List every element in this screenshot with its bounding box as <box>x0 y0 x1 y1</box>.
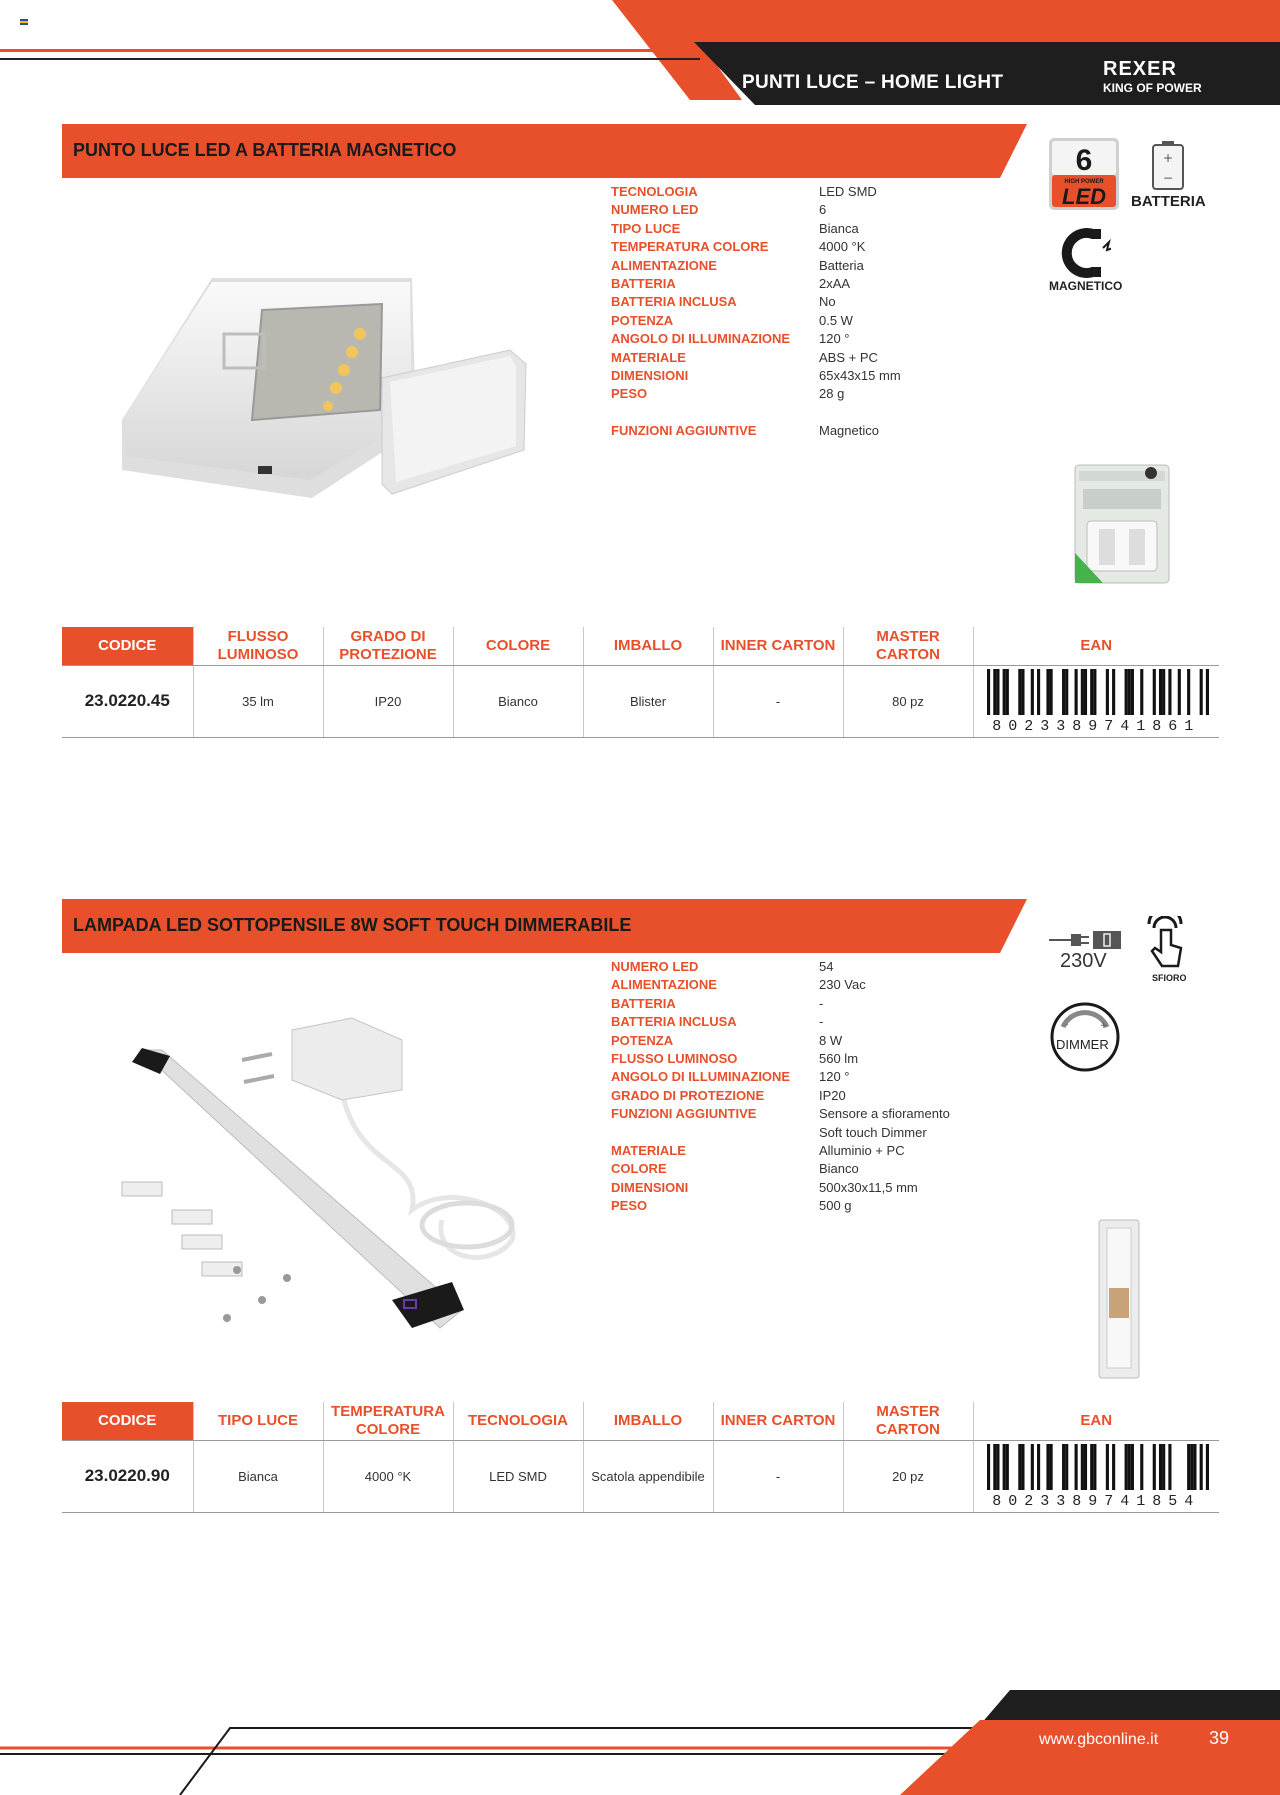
barcode-bar <box>1206 669 1209 715</box>
spec-value: LED SMD <box>819 184 877 199</box>
barcode-bar <box>1187 669 1190 715</box>
barcode-bar <box>1131 669 1134 715</box>
high-power-led-icon <box>1049 138 1119 210</box>
svg-text:-: - <box>1065 1020 1069 1030</box>
battery-icon <box>1148 140 1188 192</box>
high-power-text: HIGH POWER <box>1064 179 1104 185</box>
barcode-bar <box>1037 1444 1040 1490</box>
header-graphics <box>0 0 1280 110</box>
barcode-bar <box>1084 1444 1087 1490</box>
spec-row <box>611 330 901 348</box>
spec-value: IP20 <box>819 1087 846 1103</box>
spec-label: MATERIALE <box>611 1142 686 1158</box>
spec-label: POTENZA <box>611 1032 674 1048</box>
spec-value: 65x43x15 mm <box>819 367 901 383</box>
barcode-bar <box>1112 1444 1115 1490</box>
table-cell: Bianco <box>453 665 583 737</box>
spec-label: ALIMENTAZIONE <box>611 257 717 273</box>
spec-value: Sensore a sfioramento <box>819 1106 950 1122</box>
spec-row <box>611 958 950 976</box>
spec-row <box>611 976 950 994</box>
spec-value: Bianca <box>819 220 859 236</box>
spec-label: POTENZA <box>611 312 674 328</box>
spec-row <box>611 183 901 201</box>
col-header: IMBALLO <box>583 1402 713 1440</box>
spec-label: COLORE <box>611 1161 667 1177</box>
spec-row <box>611 201 901 219</box>
ean-number: 8023389741861 <box>992 718 1201 735</box>
barcode-bar <box>994 1444 997 1490</box>
barcode-bar <box>1090 1444 1093 1490</box>
barcode-bar <box>1125 669 1128 715</box>
barcode-bar <box>1106 669 1109 715</box>
dimmer-label: DIMMER <box>1056 1037 1109 1052</box>
col-header: INNER CARTON <box>713 1402 843 1440</box>
svg-text:+: + <box>1100 1021 1108 1031</box>
spec-value: 8 W <box>819 1032 843 1048</box>
spec-value: - <box>819 1014 824 1030</box>
touch-label: SFIORO <box>1152 973 1187 983</box>
spec-value: 560 lm <box>819 1050 859 1066</box>
col-header: INNER CARTON <box>713 627 843 665</box>
barcode-bar <box>1075 1444 1078 1490</box>
col-header: FLUSSO LUMINOSO <box>193 627 323 665</box>
touch-hand-icon <box>1143 916 1187 976</box>
barcode-bar <box>1084 669 1087 715</box>
spec-value: 4000 °K <box>819 239 866 255</box>
spec-label: FUNZIONI AGGIUNTIVE <box>611 423 757 439</box>
barcode-bar <box>1019 1444 1022 1490</box>
barcode-bar <box>1094 1444 1097 1490</box>
spec-value: 0.5 W <box>819 312 853 328</box>
col-header: EAN <box>973 627 1219 665</box>
barcode-bar <box>1022 669 1025 715</box>
spec-row <box>611 1105 950 1123</box>
product1-table <box>62 627 1219 738</box>
table-row <box>62 665 1219 737</box>
spec-value: Magnetico <box>819 423 879 439</box>
table-cell: 20 pz <box>843 1440 973 1512</box>
barcode-bar <box>1062 1444 1065 1490</box>
page-category-title: PUNTI LUCE – HOME LIGHT <box>742 72 1004 93</box>
spec-row <box>611 1050 950 1068</box>
spec-value: - <box>819 995 824 1011</box>
barcode-bar <box>1187 1444 1190 1490</box>
col-header: GRADO DI PROTEZIONE <box>323 627 453 665</box>
spec-row <box>611 1087 950 1105</box>
barcode-bar <box>1094 669 1097 715</box>
product1-packaging-image <box>1073 463 1171 585</box>
spec-label: BATTERIA INCLUSA <box>611 1014 737 1030</box>
spec-label: FLUSSO LUMINOSO <box>611 1050 738 1066</box>
barcode-bar <box>1112 669 1115 715</box>
spec-value: 120 ° <box>819 331 850 347</box>
table-cell: Blister <box>583 665 713 737</box>
col-header: TIPO LUCE <box>193 1402 323 1440</box>
barcode-bar <box>987 1444 990 1490</box>
ean-cell <box>973 665 1219 737</box>
barcode-bar <box>1128 1444 1131 1490</box>
brand-logo: REXER <box>1103 58 1177 80</box>
spec-label: NUMERO LED <box>611 959 699 974</box>
spec-row <box>611 275 901 293</box>
spec-label: DIMENSIONI <box>611 367 689 383</box>
barcode-bar <box>1206 1444 1209 1490</box>
barcode-bar <box>1062 669 1065 715</box>
barcode-bar <box>1075 669 1078 715</box>
spec-row <box>611 1197 950 1215</box>
table-header-row <box>62 1402 1219 1440</box>
table-cell: 35 lm <box>193 665 323 737</box>
spec-label: ANGOLO DI ILLUMINAZIONE <box>611 331 791 347</box>
spec-label <box>611 1124 819 1142</box>
spec-row <box>611 1068 950 1086</box>
barcode <box>983 667 1209 717</box>
spec-value: 230 Vac <box>819 977 866 993</box>
brand-tagline: KING OF POWER <box>1103 81 1202 95</box>
col-header: TECNOLOGIA <box>453 1402 583 1440</box>
spec-label: DIMENSIONI <box>611 1179 689 1195</box>
spec-value: 28 g <box>819 386 845 402</box>
barcode-bar <box>1162 1444 1165 1490</box>
product2-image <box>112 1010 532 1340</box>
col-header: MASTER CARTON <box>843 1402 973 1440</box>
barcode-bar <box>1153 1444 1156 1490</box>
svg-text:+: + <box>1162 151 1174 165</box>
header-rule-dark <box>0 58 700 60</box>
ean-number: 8023389741854 <box>992 1493 1201 1510</box>
col-header: IMBALLO <box>583 627 713 665</box>
barcode-bar <box>1200 1444 1203 1490</box>
product2-packaging-image <box>1097 1218 1141 1380</box>
spec-row <box>611 385 901 403</box>
spec-row <box>611 1013 950 1031</box>
spec-value: 500x30x11,5 mm <box>819 1179 918 1195</box>
barcode-bar <box>1047 1444 1050 1490</box>
spec-value: 120 ° <box>819 1069 850 1085</box>
battery-label: BATTERIA <box>1131 193 1206 210</box>
spec-row <box>611 220 901 238</box>
magnet-icon <box>1055 228 1111 278</box>
barcode-bar <box>1200 669 1203 715</box>
barcode-bar <box>1006 669 1009 715</box>
spec-value: Soft touch Dimmer <box>819 1124 927 1140</box>
spec-row <box>611 995 950 1013</box>
product1-image <box>112 270 532 510</box>
spec-label: ALIMENTAZIONE <box>611 977 717 993</box>
header-rule-orange <box>0 49 700 52</box>
spec-row <box>611 1124 950 1142</box>
barcode-bar <box>1178 669 1181 715</box>
spec-value: 2xAA <box>819 275 851 291</box>
barcode-bar <box>1194 1444 1197 1490</box>
barcode-bar <box>1128 669 1131 715</box>
spec-value: Batteria <box>819 257 864 273</box>
spec-label: PESO <box>611 386 648 402</box>
col-header: COLORE <box>453 627 583 665</box>
barcode-bar <box>994 669 997 715</box>
led-count-text: 6 <box>1075 144 1093 177</box>
barcode-bar <box>1140 1444 1143 1490</box>
barcode-bar <box>1169 669 1172 715</box>
barcode-bar <box>1159 1444 1162 1490</box>
product2-table <box>62 1402 1219 1513</box>
table-cell: 4000 °K <box>323 1440 453 1512</box>
voltage-label: 230V <box>1060 950 1107 972</box>
footer-website[interactable]: www.gbconline.it <box>1039 1731 1159 1748</box>
spec-value: Bianco <box>819 1161 859 1177</box>
spec-row <box>611 238 901 256</box>
barcode-bar <box>987 669 990 715</box>
table-cell: 80 pz <box>843 665 973 737</box>
flag-icon <box>20 19 28 25</box>
spec-label: PESO <box>611 1198 648 1214</box>
spec-row <box>611 1032 950 1050</box>
barcode-bar <box>1162 669 1165 715</box>
spec-row <box>611 1160 950 1178</box>
spec-row <box>611 349 901 367</box>
power-plug-icon <box>1047 928 1123 952</box>
spec-row <box>611 293 901 311</box>
spec-row <box>611 422 901 440</box>
spec-row <box>611 257 901 275</box>
spec-row <box>611 367 901 385</box>
barcode-bar <box>1169 1444 1172 1490</box>
col-header: CODICE <box>62 627 193 665</box>
product-code: 23.0220.90 <box>62 1440 193 1512</box>
spec-label: TIPO LUCE <box>611 220 681 236</box>
barcode-bar <box>1047 669 1050 715</box>
spec-row <box>611 1142 950 1160</box>
table-cell: - <box>713 1440 843 1512</box>
spec-label: BATTERIA <box>611 995 676 1011</box>
table-cell: Bianca <box>193 1440 323 1512</box>
spec-label: TECNOLOGIA <box>611 184 698 199</box>
product-code: 23.0220.45 <box>62 665 193 737</box>
barcode-bar <box>1037 669 1040 715</box>
barcode-bar <box>1153 669 1156 715</box>
spec-label: MATERIALE <box>611 349 686 365</box>
product2-spec-list <box>611 958 950 1215</box>
barcode-bar <box>1106 1444 1109 1490</box>
barcode-bar <box>997 1444 1000 1490</box>
spec-value: No <box>819 294 836 310</box>
svg-text:−: − <box>1162 171 1174 185</box>
barcode-bar <box>1140 669 1143 715</box>
table-cell: IP20 <box>323 665 453 737</box>
table-cell: - <box>713 665 843 737</box>
spec-label: BATTERIA <box>611 275 676 291</box>
barcode-bar <box>1003 669 1006 715</box>
spec-value: ABS + PC <box>819 349 878 365</box>
barcode <box>983 1442 1209 1492</box>
led-text: LED <box>1062 184 1106 209</box>
col-header: MASTER CARTON <box>843 627 973 665</box>
spec-label: NUMERO LED <box>611 202 699 218</box>
magnetic-label: MAGNETICO <box>1049 279 1123 293</box>
barcode-bar <box>1019 669 1022 715</box>
spec-label: GRADO DI PROTEZIONE <box>611 1087 765 1103</box>
page-number: 39 <box>1209 1728 1230 1748</box>
spec-label: BATTERIA INCLUSA <box>611 294 737 310</box>
ean-cell <box>973 1440 1219 1512</box>
barcode-bar <box>1031 1444 1034 1490</box>
barcode-bar <box>1050 1444 1053 1490</box>
barcode-bar <box>1090 669 1093 715</box>
barcode-bar <box>997 669 1000 715</box>
spec-value: Alluminio + PC <box>819 1142 905 1158</box>
spec-label: ANGOLO DI ILLUMINAZIONE <box>611 1069 791 1085</box>
barcode-bar <box>1081 1444 1084 1490</box>
barcode-bar <box>1159 669 1162 715</box>
table-cell: LED SMD <box>453 1440 583 1512</box>
barcode-bar <box>1022 1444 1025 1490</box>
barcode-bar <box>1125 1444 1128 1490</box>
product1-spec-list <box>611 183 901 440</box>
barcode-bar <box>1131 1444 1134 1490</box>
product1-title: PUNTO LUCE LED A BATTERIA MAGNETICO <box>73 140 457 160</box>
barcode-bar <box>1003 1444 1006 1490</box>
barcode-bar <box>1190 1444 1193 1490</box>
product2-title: LAMPADA LED SOTTOPENSILE 8W SOFT TOUCH DIMMERABILE <box>73 915 632 935</box>
barcode-bar <box>1065 669 1068 715</box>
spec-value: 6 <box>819 202 827 218</box>
table-row <box>62 1440 1219 1512</box>
barcode-bar <box>1065 1444 1068 1490</box>
table-cell: Scatola appendibile <box>583 1440 713 1512</box>
spec-label: FUNZIONI AGGIUNTIVE <box>611 1106 757 1122</box>
table-header-row <box>62 627 1219 665</box>
barcode-bar <box>1006 1444 1009 1490</box>
barcode-bar <box>1050 669 1053 715</box>
col-header: EAN <box>973 1402 1219 1440</box>
spec-row <box>611 1179 950 1197</box>
spec-row <box>611 312 901 330</box>
barcode-bar <box>1081 669 1084 715</box>
spec-value: 54 <box>819 959 834 974</box>
col-header: TEMPERATURA COLORE <box>323 1402 453 1440</box>
col-header: CODICE <box>62 1402 193 1440</box>
barcode-bar <box>1031 669 1034 715</box>
spec-value: 500 g <box>819 1198 852 1214</box>
spec-label: TEMPERATURA COLORE <box>611 239 769 255</box>
